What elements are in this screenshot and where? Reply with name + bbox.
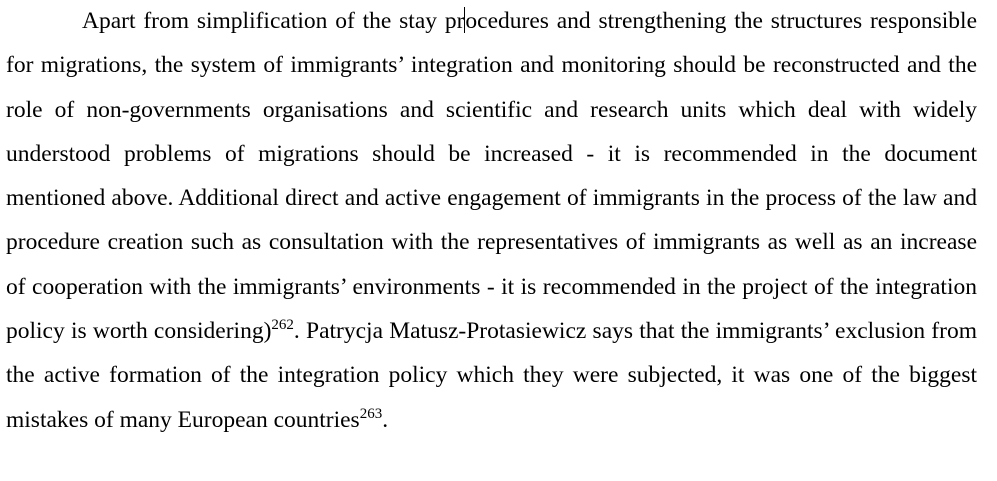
paragraph-text-end: . [382, 406, 389, 433]
footnote-reference-263[interactable]: 263 [359, 405, 383, 422]
paragraph-text-continued: . Patrycja Matusz-Protasiewicz says that the immigrants’ exclusion from the active formation of the integration policy which they were subjected, it was one of the biggest mistakes of many European countries [6, 318, 977, 433]
body-paragraph[interactable] [6, 0, 977, 442]
document-page [6, 0, 977, 443]
paragraph-text-start: Apart from simplification of the stay pr [82, 8, 465, 34]
paragraph-text-main: ocedures and strengthening the structures responsible for migrations, the system of immigrants’ integration and monitoring should be reconstructed and the role of non-governments organisations and scientific and research units which deal with widely understood problems of migrations should be increased - it is recommended in the document mentioned above. Additional direct and active engagement of immigrants in the process of the law and procedure creation such as consultation with the representatives of immigrants as well as an increase of cooperation with the immigrants’ environments - it is recommended in the project of the integration policy is worth considering) [6, 8, 978, 345]
footnote-reference-262[interactable]: 262 [271, 317, 294, 334]
